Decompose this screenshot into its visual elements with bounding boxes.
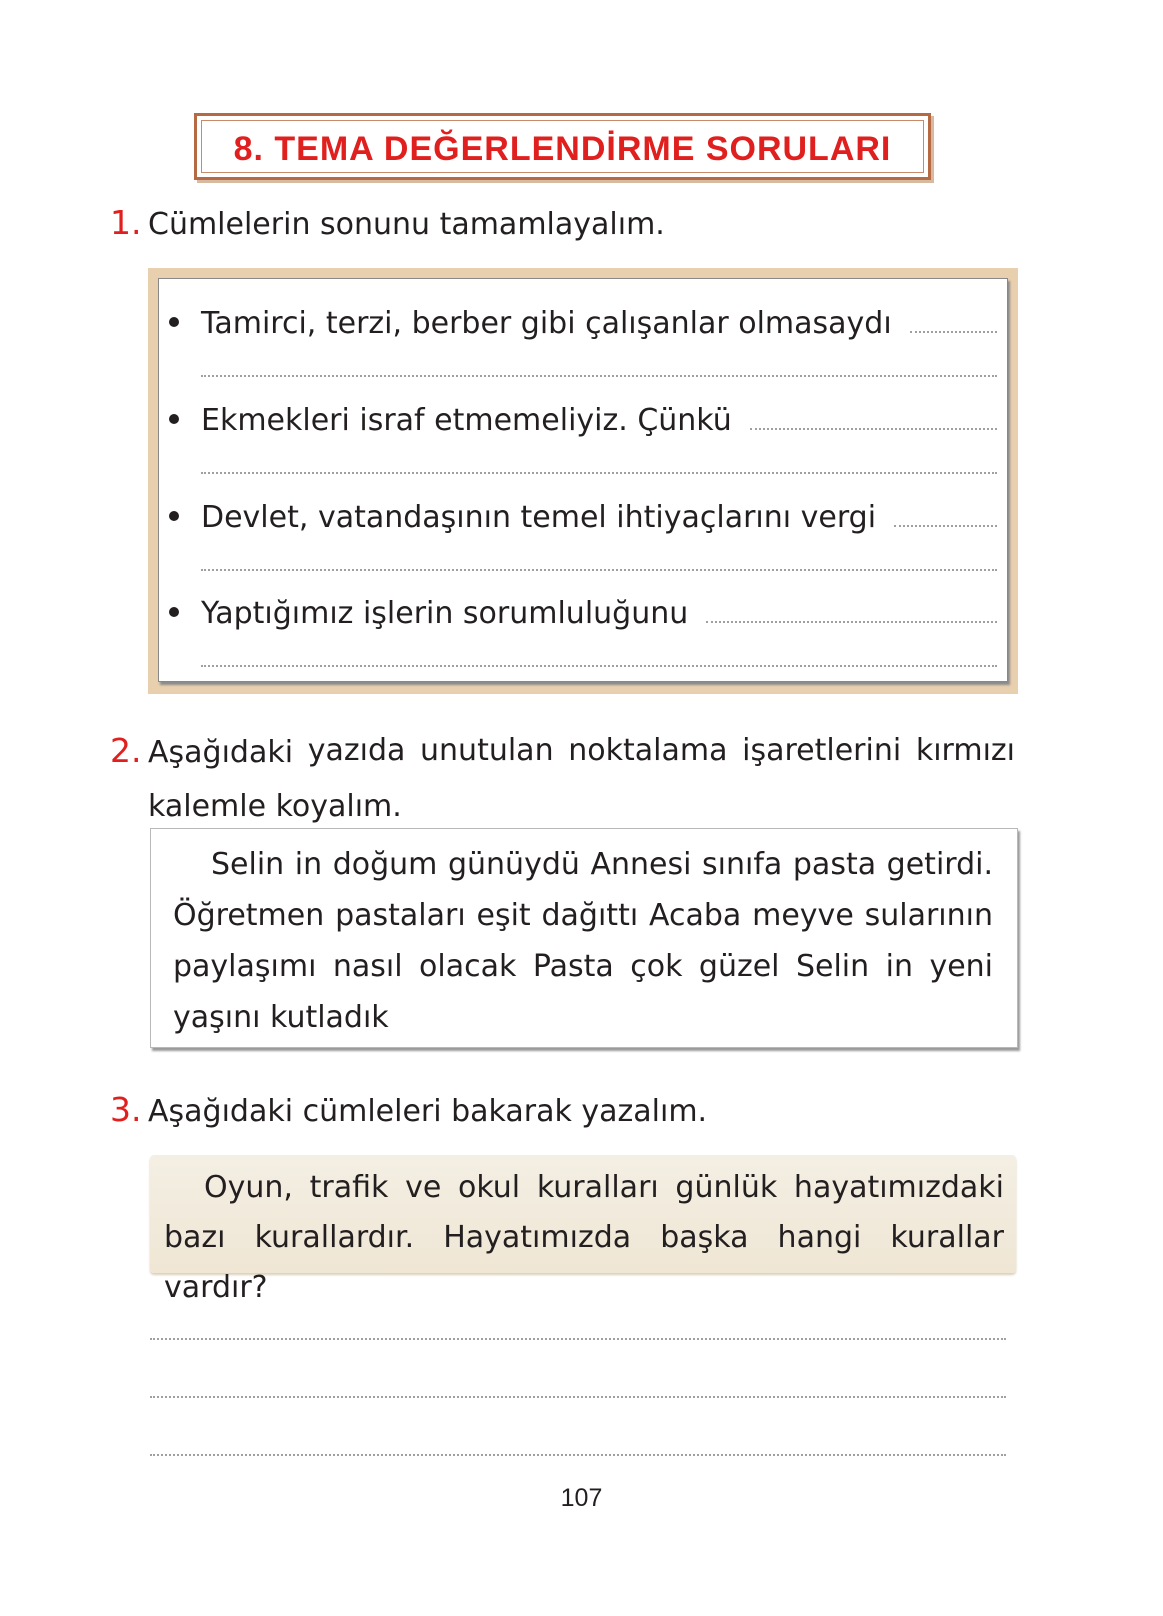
question-2 — [110, 724, 1015, 834]
completion-item-text: Tamirci, terzi, berber gibi çalışanlar olmasaydı — [201, 306, 892, 341]
copy-passage-box — [150, 1155, 1016, 1305]
page-title: 8. TEMA DEĞERLENDİRME SORULARI — [233, 130, 892, 168]
question-2-word: Aşağıdaki — [148, 735, 294, 770]
copy-passage: Oyun, trafik ve okul kuralları günlük hayatımızdaki bazı kurallardır. Hayatımızda başka hangi kurallar vardır? — [164, 1170, 1004, 1305]
question-3-prompt: Aşağıdaki cümleleri bakarak yazalım. — [148, 1094, 708, 1129]
question-2-number: 2. — [110, 731, 142, 770]
writing-line[interactable] — [150, 1396, 1006, 1398]
bullet-icon — [169, 414, 179, 424]
question-2-prompt-line2: kalemle koyalım. — [148, 789, 402, 824]
punctuation-passage: Selin in doğum günüydü Annesi sınıfa pasta getirdi. Öğretmen pastaları eşit dağıttı Acaba meyve sularının paylaşımı nasıl olacak Pasta çok güzel Selin in yeni yaşını kutladık — [173, 847, 993, 1035]
answer-line[interactable] — [201, 375, 997, 377]
page-number: 107 — [560, 1484, 603, 1512]
bullet-icon — [169, 511, 179, 521]
question-2-word: yazıda — [307, 733, 406, 768]
completion-item-text: Yaptığımız işlerin sorumluluğunu — [201, 596, 689, 631]
answer-blank[interactable] — [706, 620, 997, 623]
writing-line[interactable] — [150, 1338, 1006, 1340]
question-1 — [110, 203, 665, 242]
question-3 — [110, 1090, 707, 1129]
answer-line[interactable] — [201, 569, 997, 571]
question-2-word: kırmızı — [915, 733, 1015, 768]
question-2-word: işaretlerini — [742, 733, 902, 768]
completion-item-text: Devlet, vatandaşının temel ihtiyaçlarını vergi — [201, 500, 877, 535]
writing-line[interactable] — [150, 1454, 1006, 1456]
completion-item — [159, 386, 1007, 484]
bullet-icon — [169, 607, 179, 617]
question-3-number: 3. — [110, 1090, 142, 1129]
answer-blank[interactable] — [894, 524, 997, 527]
completion-item — [159, 579, 1007, 677]
completion-box — [158, 278, 1008, 682]
completion-item — [159, 289, 1007, 387]
question-2-word: noktalama — [568, 733, 728, 768]
answer-line[interactable] — [201, 665, 997, 667]
bullet-icon — [169, 317, 179, 327]
completion-item — [159, 483, 1007, 581]
question-1-number: 1. — [110, 203, 142, 242]
question-1-prompt: Cümlelerin sonunu tamamlayalım. — [148, 207, 665, 242]
completion-item-text: Ekmekleri israf etmemeliyiz. Çünkü — [201, 403, 732, 438]
answer-blank[interactable] — [910, 330, 997, 333]
punctuation-passage-box — [150, 828, 1018, 1048]
answer-line[interactable] — [201, 472, 997, 474]
answer-blank[interactable] — [750, 427, 997, 430]
question-2-word: unutulan — [420, 733, 554, 768]
title-box — [194, 113, 931, 180]
